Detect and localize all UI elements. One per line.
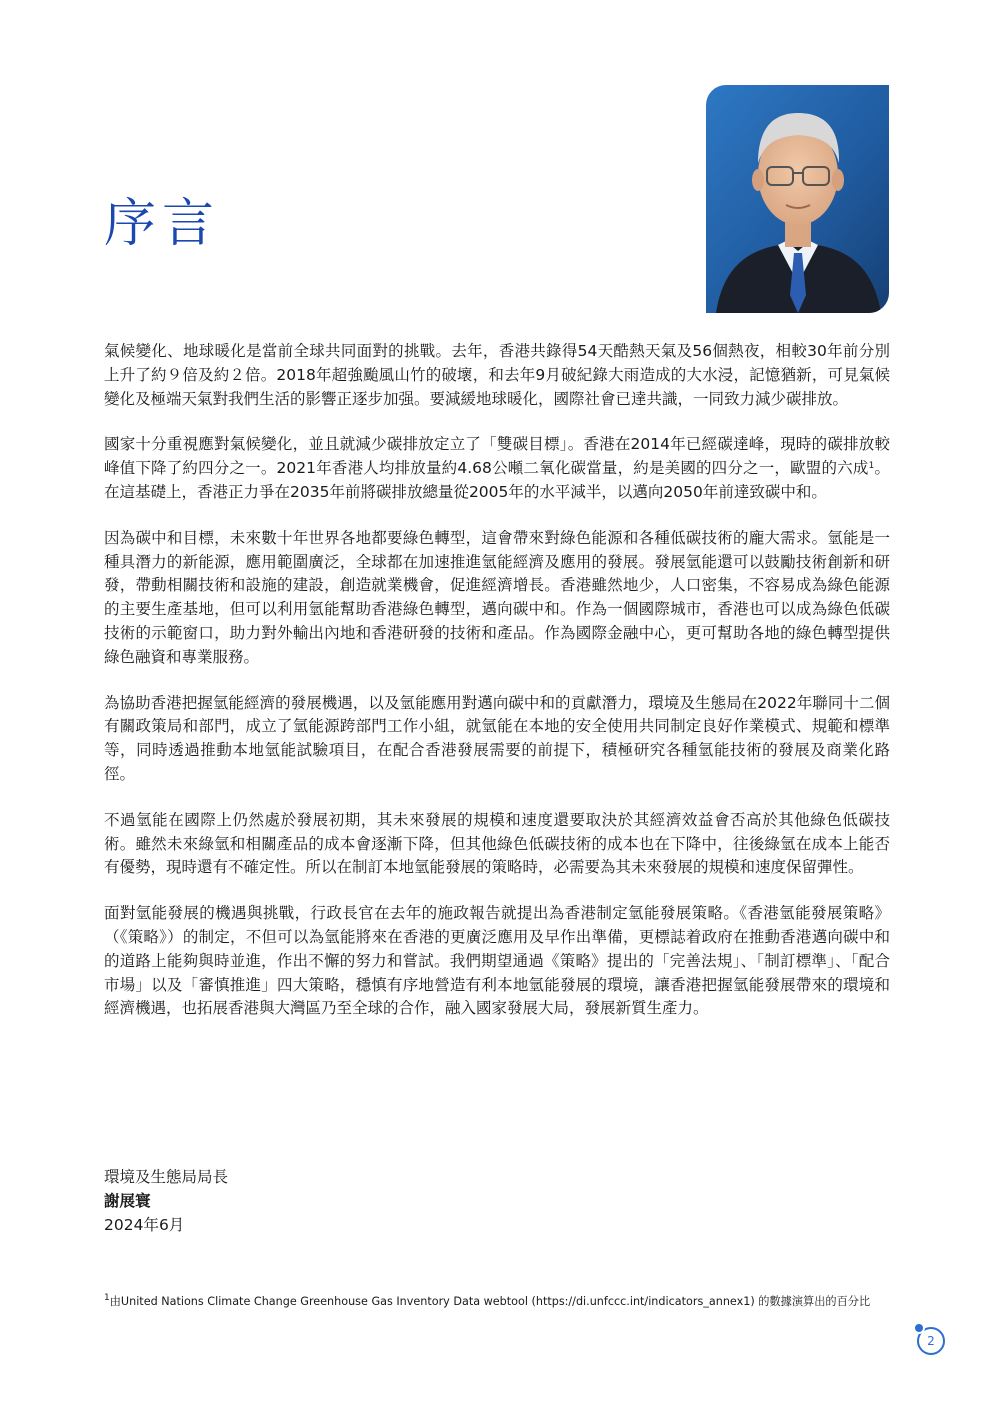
signature-position: 環境及生態局局長 xyxy=(104,1168,229,1186)
paragraph-strategy: 面對氫能發展的機遇與挑戰，行政長官在去年的施政報告就提出為香港制定氫能發展策略。《香港氫能發展策略》（《策略》）的制定，不但可以為氫能將來在香港的更廣泛應用及早作出準備，更標誌着政府在推動香港邁向碳中和的道路上能夠與時並進，作出不懈的努力和嘗試。我們期望通過《策略》提出的「完善法規」、「制訂標準」、「配合市場」以及「審慎推進」四大策略，穩慎有序地營造有利本地氫能發展的環境，讓香港把握氫能發展帶來的環境和經濟機遇，也拓展香港與大灣區乃至全球的合作，融入國家發展大局，發展新質生產力。 xyxy=(104,904,890,1018)
portrait-photo xyxy=(706,85,889,313)
footnote-ref: 1 xyxy=(868,461,875,472)
signature-date: 2024年6月 xyxy=(104,1216,185,1234)
body-text xyxy=(104,340,890,1043)
paragraph-climate: 氣候變化、地球暖化是當前全球共同面對的挑戰。去年，香港共錄得54天酷熱天氣及56個熱夜，相較30年前分別上升了約９倍及約２倍。2018年超強颱風山竹的破壞，和去年9月破紀錄大雨造成的大水浸，記憶猶新，可見氣候變化及極端天氣對我們生活的影響正逐步加强。要減緩地球暖化，國際社會已達共識，一同致力減少碳排放。 xyxy=(104,342,890,408)
paragraph-green-transition: 因為碳中和目標，未來數十年世界各地都要綠色轉型，這會帶來對綠色能源和各種低碳技術的龐大需求。氫能是一種具潛力的新能源，應用範圍廣泛，全球都在加速推進氫能經濟及應用的發展。發展氫能還可以鼓勵技術創新和研發，帶動相關技術和設施的建設，創造就業機會，促進經濟增長。香港雖然地少，人口密集，不容易成為綠色能源的主要生產基地，但可以利用氫能幫助香港綠色轉型，邁向碳中和。作為一個國際城市，香港也可以成為綠色低碳技術的示範窗口，助力對外輸出內地和香港研發的技術和產品。作為國際金融中心，更可幫助各地的綠色轉型提供綠色融資和專業服務。 xyxy=(104,528,890,666)
footnote xyxy=(104,1294,890,1310)
footnote-text: 由United Nations Climate Change Greenhouse Gas Inventory Data webtool (https://di.unfccc.int/indicators_annex1) 的數據演算出的百分比 xyxy=(109,1295,871,1308)
paragraph-dual-carbon-start: 國家十分重視應對氣候變化，並且就減少碳排放定立了「雙碳目標」。香港在2014年已經碳達峰，現時的碳排放較峰值下降了約四分之一。2021年香港人均排放量約4.68公噸二氧化碳當量，約是美國的四分之一，歐盟的六成 xyxy=(104,435,890,478)
paragraph-working-group: 為協助香港把握氫能經濟的發展機遇，以及氫能應用對邁向碳中和的貢獻潛力，環境及生態局在2022年聯同十二個有關政策局和部門，成立了氫能源跨部門工作小組，就氫能在本地的安全使用共同制定良好作業模式、規範和標準等，同時透過推動本地氫能試驗項目，在配合香港發展需要的前提下，積極研究各種氫能技術的發展及商業化路徑。 xyxy=(104,693,890,783)
footnote-marker: 1 xyxy=(104,1293,110,1303)
signature-block xyxy=(104,1165,228,1237)
page-number: 2 xyxy=(917,1327,945,1355)
paragraph-dual-carbon xyxy=(104,433,890,504)
signature-name: 謝展寰 xyxy=(104,1192,151,1210)
paragraph-dual-carbon-end: 。在這基礎上，香港正力爭在2035年前將碳排放總量從2005年的水平減半，以邁向2050年前達致碳中和。 xyxy=(104,459,890,501)
page-title: 序言 xyxy=(104,194,221,254)
paragraph-uncertainty: 不過氫能在國際上仍然處於發展初期，其未來發展的規模和速度還要取決於其經濟效益會否高於其他綠色低碳技術。雖然未來綠氫和相關產品的成本會逐漸下降，但其他綠色低碳技術的成本也在下降中，往後綠氫在成本上能否有優勢，現時還有不確定性。所以在制訂本地氫能發展的策略時，必需要為其未來發展的規模和速度保留彈性。 xyxy=(104,810,890,877)
